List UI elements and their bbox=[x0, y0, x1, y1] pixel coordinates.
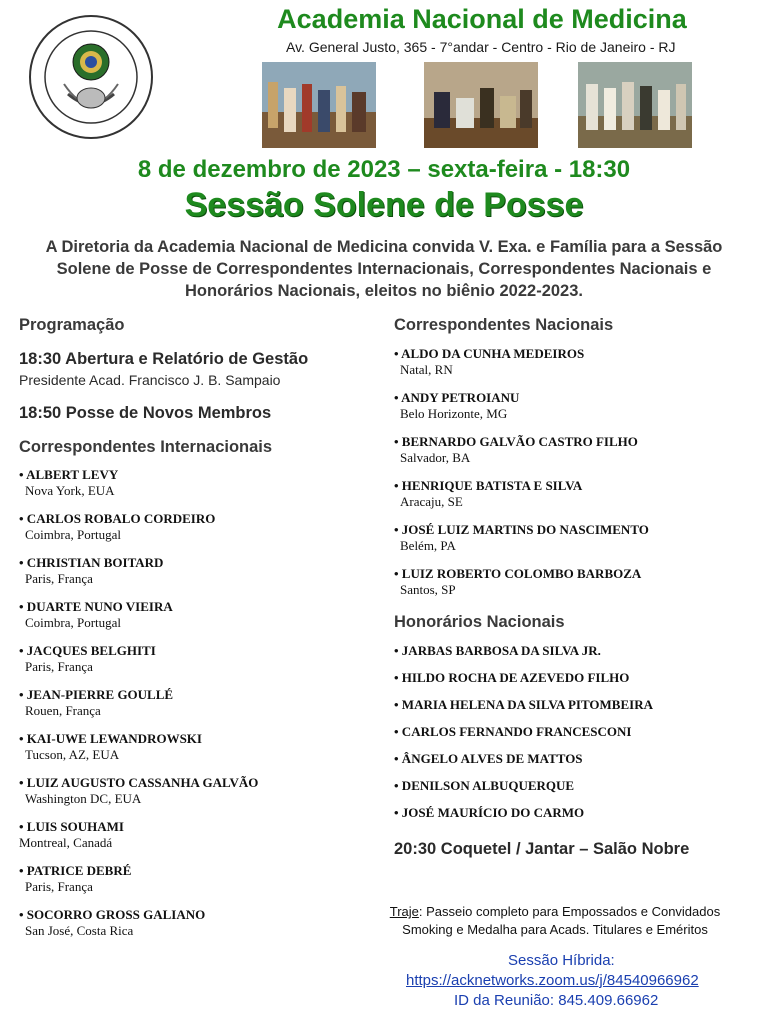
organization-name: Academia Nacional de Medicina bbox=[277, 4, 687, 34]
member-location: Salvador, BA bbox=[400, 450, 471, 465]
dress-code-line2: Smoking e Medalha para Acads. Titulares e Eméritos bbox=[402, 922, 708, 937]
meeting-id: ID da Reunião: 845.409.66962 bbox=[454, 992, 659, 1009]
member-location: Santos, SP bbox=[400, 582, 456, 597]
member-name: • LUIS SOUHAMI bbox=[19, 819, 124, 834]
international-member bbox=[19, 467, 118, 499]
international-member bbox=[19, 555, 163, 587]
national-heading: Correspondentes Nacionais bbox=[394, 316, 614, 334]
international-member bbox=[19, 863, 131, 895]
member-name: • KAI-UWE LEWANDROWSKI bbox=[19, 731, 202, 746]
honorary-member: • ÂNGELO ALVES DE MATTOS bbox=[394, 751, 583, 766]
member-location: Rouen, França bbox=[25, 703, 101, 718]
member-name: • LUIZ AUGUSTO CASSANHA GALVÃO bbox=[19, 775, 259, 790]
painting-image-1 bbox=[262, 62, 376, 148]
national-member bbox=[394, 478, 582, 510]
international-member bbox=[19, 511, 215, 543]
member-location: Coimbra, Portugal bbox=[25, 615, 122, 630]
member-name: • JACQUES BELGHITI bbox=[19, 643, 156, 658]
national-member bbox=[394, 522, 649, 554]
member-location: Paris, França bbox=[25, 571, 93, 586]
international-member bbox=[19, 731, 202, 763]
organization-address: Av. General Justo, 365 - 7°andar - Centro - Rio de Janeiro - RJ bbox=[286, 39, 676, 55]
honorary-member: • CARLOS FERNANDO FRANCESCONI bbox=[394, 724, 632, 739]
program-item-opening: 18:30 Abertura e Relatório de Gestão bbox=[19, 350, 309, 368]
painting-image-2 bbox=[424, 62, 538, 148]
dress-code bbox=[350, 903, 760, 939]
cocktail-dinner: 20:30 Coquetel / Jantar – Salão Nobre bbox=[394, 840, 690, 858]
member-location: Aracaju, SE bbox=[400, 494, 463, 509]
honorary-member: • JOSÉ MAURÍCIO DO CARMO bbox=[394, 805, 585, 820]
international-member bbox=[19, 687, 173, 719]
dress-code-line1: : Passeio completo para Empossados e Convidados bbox=[418, 904, 721, 919]
member-name: • PATRICE DEBRÉ bbox=[19, 863, 132, 878]
honorary-member: • HILDO ROCHA DE AZEVEDO FILHO bbox=[394, 670, 630, 685]
international-heading: Correspondentes Internacionais bbox=[19, 438, 273, 456]
member-name: • ALBERT LEVY bbox=[19, 467, 119, 482]
national-member bbox=[394, 346, 584, 378]
member-location: Belém, PA bbox=[400, 538, 456, 553]
member-location: Tucson, AZ, EUA bbox=[25, 747, 120, 762]
painting-image-3 bbox=[578, 62, 692, 148]
member-name: • JOSÉ LUIZ MARTINS DO NASCIMENTO bbox=[394, 522, 649, 537]
member-name: • ANDY PETROIANU bbox=[394, 390, 520, 405]
member-location: Paris, França bbox=[25, 879, 93, 894]
national-member bbox=[394, 566, 641, 598]
international-member bbox=[19, 775, 258, 807]
member-location: Montreal, Canadá bbox=[19, 835, 113, 850]
member-location: Washington DC, EUA bbox=[25, 791, 142, 806]
member-name: • BERNARDO GALVÃO CASTRO FILHO bbox=[394, 434, 638, 449]
international-member bbox=[19, 643, 156, 675]
program-heading: Programação bbox=[19, 316, 125, 334]
member-name: • HENRIQUE BATISTA E SILVA bbox=[394, 478, 583, 493]
member-location: Natal, RN bbox=[400, 362, 453, 377]
academy-seal bbox=[28, 14, 154, 140]
international-member bbox=[19, 599, 173, 631]
member-name: • LUIZ ROBERTO COLOMBO BARBOZA bbox=[394, 566, 642, 581]
member-location: Paris, França bbox=[25, 659, 93, 674]
honorary-heading: Honorários Nacionais bbox=[394, 613, 565, 631]
honorary-member: • JARBAS BARBOSA DA SILVA JR. bbox=[394, 643, 601, 658]
event-date: 8 de dezembro de 2023 – sexta-feira - 18:30 bbox=[137, 156, 631, 183]
member-name: • SOCORRO GROSS GALIANO bbox=[19, 907, 206, 922]
zoom-link[interactable]: https://acknetworks.zoom.us/j/84540966962 bbox=[406, 972, 699, 989]
member-name: • CHRISTIAN BOITARD bbox=[19, 555, 164, 570]
member-location: Belo Horizonte, MG bbox=[400, 406, 508, 421]
honorary-member: • MARIA HELENA DA SILVA PITOMBEIRA bbox=[394, 697, 653, 712]
member-name: • DUARTE NUNO VIEIRA bbox=[19, 599, 173, 614]
hybrid-label: Sessão Híbrida: bbox=[508, 952, 615, 969]
international-member bbox=[19, 907, 205, 939]
member-location: Coimbra, Portugal bbox=[25, 527, 122, 542]
member-name: • ALDO DA CUNHA MEDEIROS bbox=[394, 346, 585, 361]
session-title: Sessão Solene de Posse bbox=[184, 186, 584, 224]
national-member bbox=[394, 390, 519, 422]
member-name: • CARLOS ROBALO CORDEIRO bbox=[19, 511, 216, 526]
international-member bbox=[19, 819, 124, 851]
dress-code-label: Traje bbox=[389, 904, 419, 919]
national-member bbox=[394, 434, 638, 466]
member-name: • JEAN-PIERRE GOULLÉ bbox=[19, 687, 174, 702]
invitation-text: A Diretoria da Academia Nacional de Medicina convida V. Exa. e Família para a Sessão Solene de Posse de Correspondentes Internacionais, Correspondentes Nacionais e Honorários Nacionais, eleitos no biênio 2022-2023. bbox=[45, 238, 723, 300]
member-location: San José, Costa Rica bbox=[25, 923, 134, 938]
honorary-member: • DENILSON ALBUQUERQUE bbox=[394, 778, 575, 793]
hybrid-session bbox=[350, 951, 768, 1011]
program-item-opening-sub: Presidente Acad. Francisco J. B. Sampaio bbox=[19, 372, 281, 388]
program-item-new-members: 18:50 Posse de Novos Membros bbox=[19, 404, 272, 422]
member-location: Nova York, EUA bbox=[25, 483, 115, 498]
